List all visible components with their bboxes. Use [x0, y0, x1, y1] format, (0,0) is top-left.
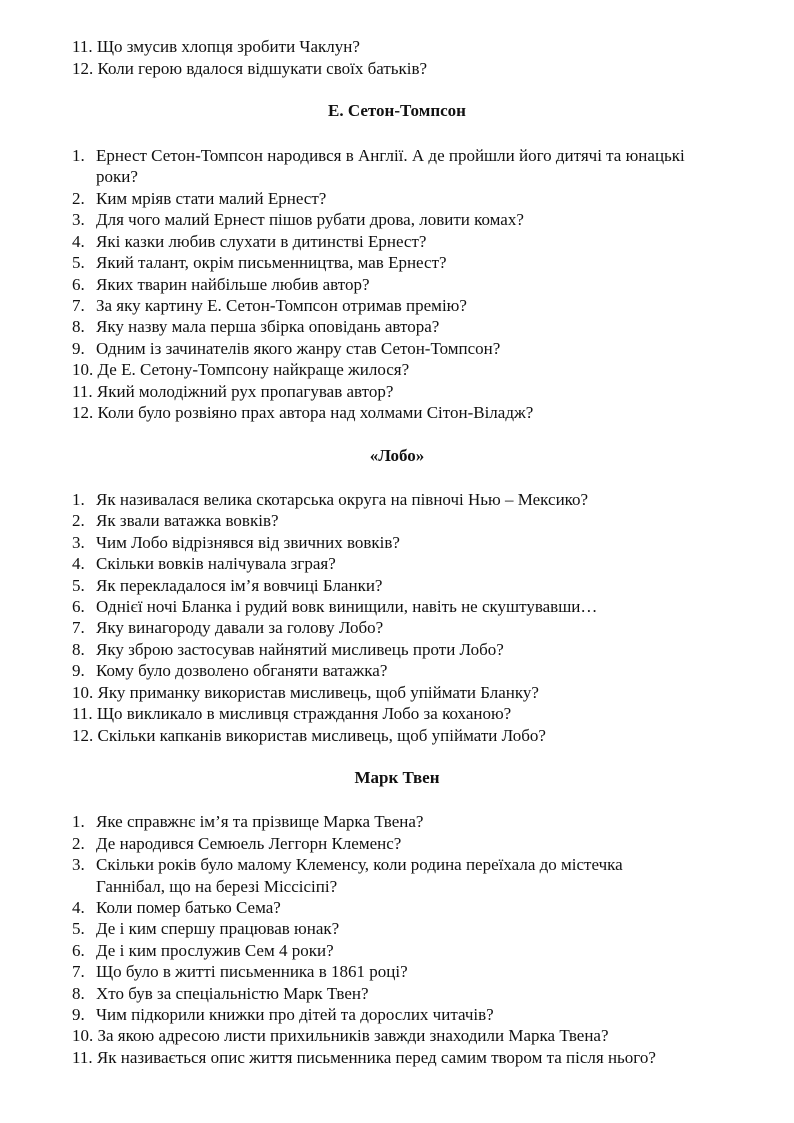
- section-heading-seton-thompson: Е. Сетон-Томпсон: [328, 101, 466, 120]
- item-number: 4.: [72, 898, 85, 917]
- list-item: [72, 661, 744, 681]
- item-text: Скільки вовків налічувала зграя?: [96, 554, 336, 573]
- list-item: [72, 533, 744, 553]
- list-item: [72, 1026, 744, 1046]
- item-number: 2.: [72, 511, 85, 530]
- list-item: [72, 210, 744, 230]
- item-number: 11.: [72, 704, 93, 723]
- item-text: Де і ким спершу працював юнак?: [96, 919, 340, 938]
- item-number: 1.: [72, 812, 85, 831]
- list-item: [72, 554, 744, 574]
- item-text: Як звали ватажка вовків?: [96, 511, 279, 530]
- item-number: 10.: [72, 683, 94, 702]
- list-item: [72, 403, 744, 423]
- list-item: [72, 941, 744, 961]
- list-item: [72, 382, 744, 402]
- item-text: Яку винагороду давали за голову Лобо?: [96, 618, 384, 637]
- item-text: Як називається опис життя письменника перед самим твором та після нього?: [96, 1048, 656, 1067]
- list-item: [72, 1005, 744, 1025]
- item-number: 11.: [72, 1048, 93, 1067]
- item-text: Який молодіжний рух пропагував автор?: [96, 382, 394, 401]
- item-number: 3.: [72, 533, 85, 552]
- list-item: [72, 275, 744, 295]
- list-item: [72, 597, 744, 617]
- list-item: [72, 726, 744, 746]
- list-item: [72, 339, 744, 359]
- item-text: Що змусив хлопця зробити Чаклун?: [96, 37, 360, 56]
- list-item: [72, 640, 744, 660]
- item-text: Чим підкорили книжки про дітей та дорослих читачів?: [96, 1005, 494, 1024]
- list-item: [72, 490, 744, 510]
- item-number: 6.: [72, 941, 85, 960]
- list-item: [72, 812, 744, 832]
- item-text: Однієї ночі Бланка і рудий вовк винищили, навіть не скуштувавши…: [96, 597, 598, 616]
- list-item: [72, 855, 744, 875]
- list-item: [72, 704, 744, 724]
- section-heading-lobo: «Лобо»: [369, 446, 425, 465]
- item-text: Яке справжнє ім’я та прізвище Марка Твена?: [96, 812, 424, 831]
- item-number: 10.: [72, 1026, 94, 1045]
- section-heading-mark-twain: Марк Твен: [354, 768, 440, 787]
- list-item: [72, 146, 744, 166]
- item-number: 1.: [72, 146, 85, 165]
- item-number: 4.: [72, 232, 85, 251]
- item-number: 5.: [72, 576, 85, 595]
- item-number: 3.: [72, 855, 85, 874]
- item-number: 9.: [72, 661, 85, 680]
- item-number: 9.: [72, 339, 85, 358]
- item-number: 11.: [72, 37, 93, 56]
- item-text: Коли герою вдалося відшукати своїх батьків?: [97, 59, 428, 78]
- item-text: роки?: [96, 167, 138, 186]
- item-number: 8.: [72, 317, 85, 336]
- item-number: 9.: [72, 1005, 85, 1024]
- item-text: Яких тварин найбільше любив автор?: [96, 275, 370, 294]
- item-number: 6.: [72, 597, 85, 616]
- item-text: Як називалася велика скотарська округа на півночі Нью – Мексико?: [96, 490, 589, 509]
- item-number: 7.: [72, 962, 85, 981]
- item-text: Ким мріяв стати малий Ернест?: [96, 189, 327, 208]
- item-number: 11.: [72, 382, 93, 401]
- item-number: 3.: [72, 210, 85, 229]
- item-number: 5.: [72, 253, 85, 272]
- item-text: Хто був за спеціальністю Марк Твен?: [96, 984, 369, 1003]
- list-item: [72, 296, 744, 316]
- item-text: Який талант, окрім письменництва, мав Ернест?: [96, 253, 447, 272]
- item-number: 6.: [72, 275, 85, 294]
- item-text: Коли помер батько Сема?: [96, 898, 281, 917]
- item-text: Де і ким прослужив Сем 4 роки?: [96, 941, 334, 960]
- item-number: 7.: [72, 296, 85, 315]
- list-item: [72, 834, 744, 854]
- list-item: [72, 37, 744, 57]
- item-number: 1.: [72, 490, 85, 509]
- item-text: Яку зброю застосував найнятий мисливець проти Лобо?: [96, 640, 504, 659]
- item-number: 12.: [72, 403, 94, 422]
- item-text: За якою адресою листи прихильників завжди знаходили Марка Твена?: [97, 1026, 609, 1045]
- list-item: [72, 898, 744, 918]
- item-text: Що було в житті письменника в 1861 році?: [96, 962, 408, 981]
- list-item: [72, 576, 744, 596]
- list-item: [72, 962, 744, 982]
- item-text: Чим Лобо відрізнявся від звичних вовків?: [96, 533, 400, 552]
- item-text: Як перекладалося ім’я вовчиці Бланки?: [96, 576, 383, 595]
- list-item: [72, 317, 744, 337]
- item-number: 10.: [72, 360, 94, 379]
- item-number: 2.: [72, 834, 85, 853]
- item-number: 8.: [72, 640, 85, 659]
- list-item: [72, 511, 744, 531]
- item-text: Одним із зачинателів якого жанру став Сетон-Томпсон?: [96, 339, 501, 358]
- item-number: 7.: [72, 618, 85, 637]
- list-item: [72, 1048, 744, 1068]
- list-item-continuation: [96, 877, 744, 897]
- item-text: Що викликало в мисливця страждання Лобо за коханою?: [96, 704, 512, 723]
- item-number: 12.: [72, 59, 94, 78]
- list-item: [72, 360, 744, 380]
- item-text: Ернест Сетон-Томпсон народився в Англії. А де пройшли його дитячі та юнацькі: [96, 146, 685, 165]
- item-number: 12.: [72, 726, 94, 745]
- item-number: 4.: [72, 554, 85, 573]
- list-item: [72, 189, 744, 209]
- item-text: Скільки років було малому Клеменсу, коли родина переїхала до містечка: [96, 855, 623, 874]
- item-text: Де Е. Сетону-Томпсону найкраще жилося?: [97, 360, 410, 379]
- item-text: Які казки любив слухати в дитинстві Ернест?: [96, 232, 427, 251]
- list-item: [72, 984, 744, 1004]
- item-text: Коли було розвіяно прах автора над холмами Сітон-Віладж?: [97, 403, 534, 422]
- list-item: [72, 919, 744, 939]
- list-item: [72, 618, 744, 638]
- item-text: Де народився Семюель Леггорн Клеменс?: [96, 834, 402, 853]
- list-item: [72, 683, 744, 703]
- list-item: [72, 59, 744, 79]
- list-item: [72, 232, 744, 252]
- item-text: Ганнібал, що на березі Міссісіпі?: [96, 877, 338, 896]
- item-text: Яку назву мала перша збірка оповідань автора?: [96, 317, 440, 336]
- list-item-continuation: [96, 167, 744, 187]
- item-text: Скільки капканів використав мисливець, щоб упіймати Лобо?: [97, 726, 546, 745]
- item-text: Яку приманку використав мисливець, щоб упіймати Бланку?: [97, 683, 539, 702]
- item-number: 5.: [72, 919, 85, 938]
- item-number: 2.: [72, 189, 85, 208]
- item-text: Кому було дозволено обганяти ватажка?: [96, 661, 388, 680]
- item-number: 8.: [72, 984, 85, 1003]
- item-text: Для чого малий Ернест пішов рубати дрова, ловити комах?: [96, 210, 524, 229]
- list-item: [72, 253, 744, 273]
- item-text: За яку картину Е. Сетон-Томпсон отримав премію?: [96, 296, 467, 315]
